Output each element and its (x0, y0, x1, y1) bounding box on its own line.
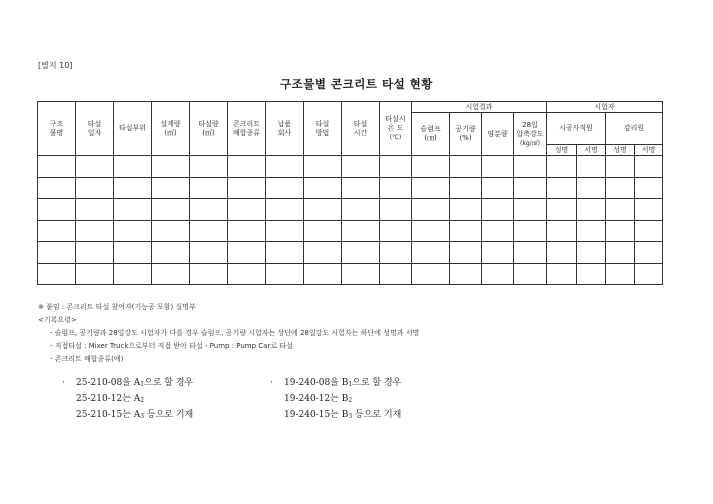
table-cell[interactable] (266, 263, 304, 285)
header-label: 시공사직원 (559, 124, 593, 132)
table-cell[interactable] (342, 199, 380, 221)
table-cell[interactable] (514, 199, 547, 221)
header-label: 타설시 (385, 115, 406, 123)
example-subscript: 3 (348, 413, 353, 420)
tester-subgroup-header (547, 113, 606, 145)
table-cell[interactable] (450, 263, 482, 285)
table-cell[interactable] (380, 199, 412, 221)
column-header (342, 102, 380, 156)
header-label: 성명 (613, 145, 627, 154)
table-cell[interactable] (606, 242, 635, 264)
header-label: 감리원 (623, 124, 645, 132)
table-cell[interactable] (114, 242, 152, 264)
header-label: 구조 (49, 119, 64, 128)
table-cell[interactable] (228, 263, 266, 285)
header-label: 온 도 (387, 124, 404, 132)
table-cell[interactable] (76, 177, 114, 199)
mix-example-line (62, 392, 193, 408)
column-header (114, 102, 152, 156)
table-cell[interactable] (380, 156, 412, 178)
example-text: 19-240-15는 B (284, 410, 349, 420)
table-cell[interactable] (228, 156, 266, 178)
table-cell[interactable] (38, 220, 76, 242)
column-header (266, 102, 304, 156)
mix-example-line (270, 392, 401, 408)
table-cell[interactable] (606, 199, 635, 221)
table-cell[interactable] (228, 177, 266, 199)
table-cell[interactable] (76, 220, 114, 242)
column-header (380, 102, 412, 156)
tester-field-header (635, 145, 663, 156)
table-cell[interactable] (577, 156, 606, 178)
header-label: 시험결과 (465, 102, 493, 111)
example-text: 19-240-12는 B (284, 394, 349, 404)
header-label: (℃) (389, 134, 402, 141)
header-label: 시험자 (594, 102, 615, 111)
table-cell[interactable] (152, 156, 190, 178)
table-cell[interactable] (635, 242, 663, 264)
mix-examples-right (270, 376, 401, 424)
concrete-placement-table (37, 101, 663, 285)
table-row (38, 177, 663, 199)
table-cell[interactable] (577, 242, 606, 264)
table-cell[interactable] (380, 263, 412, 285)
table-cell[interactable] (266, 220, 304, 242)
form-number: [별지 10] (38, 61, 73, 70)
table-cell[interactable] (606, 156, 635, 178)
table-cell[interactable] (342, 242, 380, 264)
table-cell[interactable] (547, 199, 577, 221)
table-cell[interactable] (482, 263, 514, 285)
mix-example-line (62, 408, 193, 424)
example-subscript: 1 (348, 381, 353, 388)
table-cell[interactable] (190, 220, 228, 242)
table-cell[interactable] (266, 199, 304, 221)
table-cell[interactable] (547, 177, 577, 199)
example-text: 25-210-08을 A (76, 378, 141, 388)
example-text: 으로 할 경우 (144, 378, 194, 388)
table-cell[interactable] (635, 263, 663, 285)
table-cell[interactable] (412, 156, 450, 178)
header-label: 타설 (353, 119, 368, 128)
page-title: 구조물별 콘크리트 타설 현황 (280, 77, 433, 91)
table-row (38, 156, 663, 178)
bullet-icon: · (270, 378, 273, 388)
table-cell[interactable] (38, 199, 76, 221)
table-cell[interactable] (412, 220, 450, 242)
header-label: 공기량 (455, 125, 476, 133)
table-cell[interactable] (577, 263, 606, 285)
table-cell[interactable] (514, 220, 547, 242)
column-header (152, 102, 190, 156)
table-cell[interactable] (577, 220, 606, 242)
table-cell[interactable] (114, 263, 152, 285)
table-cell[interactable] (38, 263, 76, 285)
test-column-header (482, 113, 514, 156)
table-row (38, 199, 663, 221)
table-cell[interactable] (635, 220, 663, 242)
table-cell[interactable] (412, 177, 450, 199)
header-label: 시간 (353, 128, 368, 137)
example-text: 으로 할 경우 (352, 378, 402, 388)
table-cell[interactable] (577, 199, 606, 221)
tester-field-header (606, 145, 635, 156)
table-cell[interactable] (380, 242, 412, 264)
tester-subgroup-header (606, 113, 663, 145)
header-label: 성명 (554, 145, 569, 154)
header-label: (㎝) (424, 134, 437, 142)
table-cell[interactable] (547, 263, 577, 285)
test-column-header (514, 113, 547, 156)
notes-section (38, 301, 419, 366)
header-label: 배합종류 (232, 128, 261, 137)
table-row (38, 242, 663, 264)
mix-example-line (270, 376, 401, 392)
table-cell[interactable] (450, 177, 482, 199)
table-cell[interactable] (266, 156, 304, 178)
guide-title: <기록요령> (38, 316, 77, 324)
table-cell[interactable] (450, 199, 482, 221)
mix-examples-left (62, 376, 193, 424)
table-cell[interactable] (342, 177, 380, 199)
table-cell[interactable] (190, 263, 228, 285)
table-cell[interactable] (228, 199, 266, 221)
table-cell[interactable] (152, 263, 190, 285)
table-cell[interactable] (514, 242, 547, 264)
table-cell[interactable] (114, 199, 152, 221)
guide-item: - 콘크리트 배합종류(예) (50, 355, 124, 363)
table-cell[interactable] (76, 242, 114, 264)
header-label: 압축강도 (516, 129, 544, 138)
table-cell[interactable] (380, 220, 412, 242)
table-cell[interactable] (228, 242, 266, 264)
table-row (38, 220, 663, 242)
table-cell[interactable] (114, 220, 152, 242)
column-header (38, 102, 76, 156)
table-cell[interactable] (482, 220, 514, 242)
table-cell[interactable] (304, 263, 342, 285)
table-cell[interactable] (635, 156, 663, 178)
table-cell[interactable] (190, 199, 228, 221)
header-label: (%) (459, 134, 472, 142)
test-column-header (412, 113, 450, 156)
table-cell[interactable] (114, 156, 152, 178)
tester-field-header (547, 145, 577, 156)
table-cell[interactable] (606, 177, 635, 199)
tester-group-header (547, 102, 663, 113)
test-results-group-header (412, 102, 547, 113)
table-cell[interactable] (482, 156, 514, 178)
example-subscript: 2 (140, 397, 145, 404)
tester-field-header (577, 145, 606, 156)
table-cell[interactable] (228, 220, 266, 242)
header-label: 회사 (277, 128, 292, 137)
header-label: (㎥) (164, 128, 177, 137)
table-cell[interactable] (412, 263, 450, 285)
example-subscript: 2 (348, 397, 353, 404)
table-cell[interactable] (38, 242, 76, 264)
table-cell[interactable] (514, 263, 547, 285)
table-cell[interactable] (412, 199, 450, 221)
header-label: (kg/㎠) (520, 139, 540, 147)
table-cell[interactable] (304, 156, 342, 178)
example-text: 25-210-15는 A (76, 410, 141, 420)
table-cell[interactable] (152, 199, 190, 221)
table-cell[interactable] (412, 242, 450, 264)
table-cell[interactable] (76, 263, 114, 285)
header-label: 타설부위 (118, 124, 147, 132)
column-header (190, 102, 228, 156)
table-cell[interactable] (38, 177, 76, 199)
guide-item: - 직접타설 : Mixer Truck으로부터 직접 받아 타설 - Pump : Pump Car로 타설 (50, 342, 293, 350)
table-cell[interactable] (482, 177, 514, 199)
table-cell[interactable] (380, 177, 412, 199)
table-cell[interactable] (606, 220, 635, 242)
table-cell[interactable] (450, 220, 482, 242)
table-cell[interactable] (266, 242, 304, 264)
guide-item: - 슬럼프, 공기량과 28일강도 시험자가 다를 경우 슬럼프, 공기량 시험자는 상단에 28일강도 시험자는 하단에 성명과 서명 (50, 329, 420, 337)
table-cell[interactable] (577, 177, 606, 199)
example-subscript: 1 (140, 381, 145, 388)
table-row (38, 263, 663, 285)
table-cell[interactable] (547, 220, 577, 242)
table-cell[interactable] (190, 156, 228, 178)
table-cell[interactable] (76, 199, 114, 221)
column-header (304, 102, 342, 156)
table-cell[interactable] (606, 263, 635, 285)
table-cell[interactable] (547, 242, 577, 264)
mix-example-line (270, 408, 401, 424)
table-cell[interactable] (304, 242, 342, 264)
table-cell[interactable] (152, 242, 190, 264)
header-label: 서명 (584, 145, 598, 154)
example-text: 25-210-12는 A (76, 394, 141, 404)
example-text: 19-240-08을 B (284, 378, 349, 388)
table-cell[interactable] (190, 242, 228, 264)
header-label: 타설 (315, 119, 330, 128)
table-cell[interactable] (635, 199, 663, 221)
table-cell[interactable] (482, 242, 514, 264)
table-cell[interactable] (450, 242, 482, 264)
table-cell[interactable] (547, 156, 577, 178)
header-label: 염분량 (487, 129, 508, 138)
table-cell[interactable] (266, 177, 304, 199)
table-cell[interactable] (304, 220, 342, 242)
header-label: 설계량 (160, 119, 181, 128)
example-subscript: 3 (140, 413, 145, 420)
header-label: 타설 (87, 119, 102, 128)
header-label: 방법 (315, 128, 330, 137)
bullet-icon: · (62, 378, 65, 388)
table-cell[interactable] (342, 220, 380, 242)
header-label: 콘크리트 (232, 119, 261, 128)
table-cell[interactable] (450, 156, 482, 178)
table-cell[interactable] (190, 177, 228, 199)
table-cell[interactable] (304, 199, 342, 221)
header-label: 슬럼프 (420, 125, 441, 133)
table-cell[interactable] (514, 156, 547, 178)
example-text: 등으로 기재 (144, 410, 194, 420)
table-cell[interactable] (304, 177, 342, 199)
header-label: 서명 (641, 145, 656, 154)
header-label: 타설량 (198, 119, 219, 128)
table-cell[interactable] (38, 156, 76, 178)
header-label: 납품 (277, 119, 292, 128)
column-header (76, 102, 114, 156)
table-cell[interactable] (342, 263, 380, 285)
header-label: 물명 (49, 128, 64, 137)
column-header (228, 102, 266, 156)
table-cell[interactable] (152, 220, 190, 242)
example-text: 등으로 기재 (352, 410, 402, 420)
table-cell[interactable] (514, 177, 547, 199)
table-cell[interactable] (76, 156, 114, 178)
attachment-note: ※ 붙임 : 콘크리트 타설 참여자(기능공 포함) 실명부 (38, 303, 196, 311)
mix-example-line (62, 376, 193, 392)
table-cell[interactable] (635, 177, 663, 199)
table-cell[interactable] (342, 156, 380, 178)
header-label: 일자 (87, 128, 102, 137)
table-cell[interactable] (114, 177, 152, 199)
test-column-header (450, 113, 482, 156)
table-cell[interactable] (152, 177, 190, 199)
header-label: (㎥) (202, 128, 215, 137)
table-cell[interactable] (482, 199, 514, 221)
header-label: 28일 (522, 120, 538, 129)
